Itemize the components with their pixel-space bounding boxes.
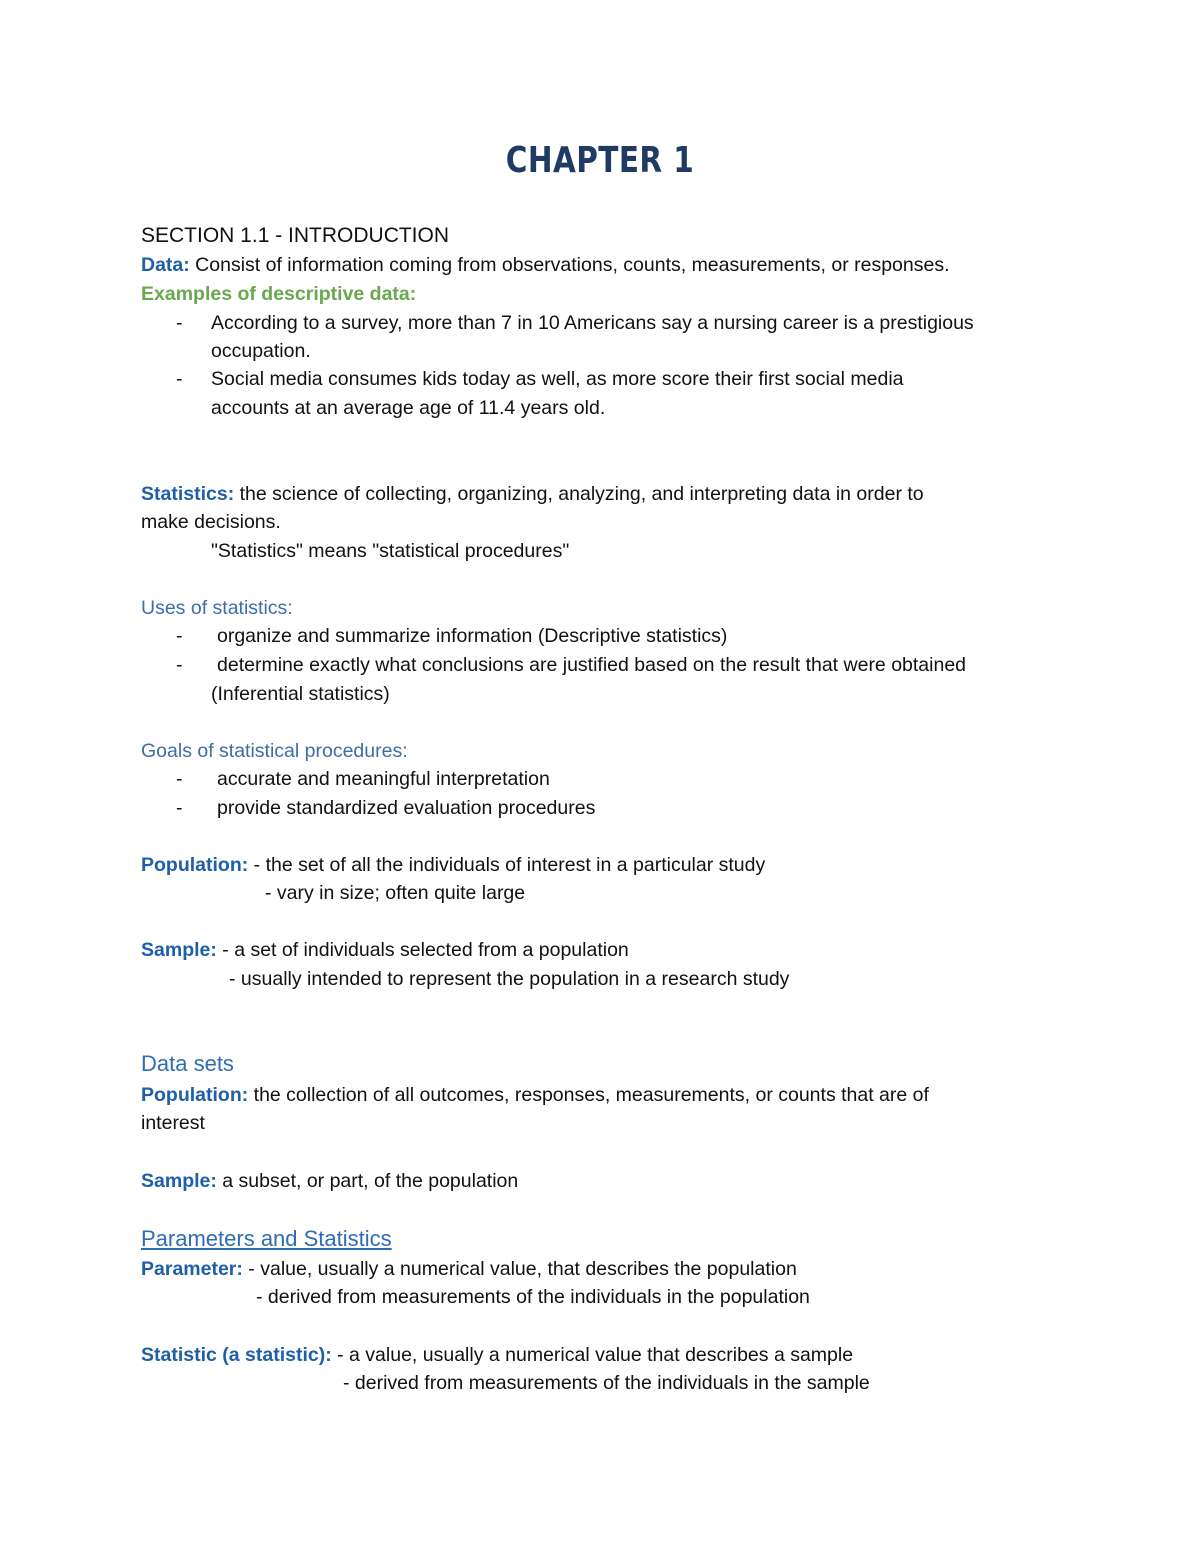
sample-definition	[141, 936, 629, 965]
sample-line1: - a set of individuals selected from a population	[216, 939, 629, 961]
data-term: Data:	[141, 254, 190, 276]
statistics-text-line2: make decisions.	[141, 511, 281, 533]
datasets-heading: Data sets	[141, 1051, 234, 1076]
population-set-line1: the collection of all outcomes, responses, measurements, or counts that are of	[248, 1084, 929, 1106]
bullet-dash: -	[176, 797, 183, 819]
example-item-1-line1: According to a survey, more than 7 in 10 Americans say a nursing career is a prestigious	[211, 312, 974, 334]
sample-set-term: Sample:	[141, 1170, 217, 1192]
use-item-2-line1: determine exactly what conclusions are justified based on the result that were obtained	[217, 654, 967, 676]
bullet-dash: -	[176, 768, 183, 790]
parameter-line1: - value, usually a numerical value, that describes the population	[242, 1258, 797, 1280]
chapter-title: CHAPTER 1	[505, 140, 695, 181]
statistics-note: "Statistics" means "statistical procedures"	[211, 540, 570, 562]
parameter-line2: - derived from measurements of the individuals in the population	[256, 1286, 810, 1308]
statistic-line2: - derived from measurements of the individuals in the sample	[343, 1372, 870, 1394]
statistic-line1: - a value, usually a numerical value that describes a sample	[331, 1344, 854, 1366]
sample-set-definition	[141, 1167, 518, 1196]
example-item-1-line2: occupation.	[211, 340, 311, 362]
goals-heading: Goals of statistical procedures:	[141, 740, 408, 762]
example-item-2-line2: accounts at an average age of 11.4 years old.	[211, 397, 606, 419]
data-text: Consist of information coming from observations, counts, measurements, or responses.	[189, 254, 950, 276]
goal-item-1: accurate and meaningful interpretation	[217, 768, 550, 790]
uses-heading: Uses of statistics:	[141, 597, 293, 619]
statistics-definition	[141, 480, 924, 509]
population-line2: - vary in size; often quite large	[265, 882, 526, 904]
bullet-dash: -	[176, 368, 183, 390]
examples-heading: Examples of descriptive data:	[141, 283, 417, 305]
statistic-definition	[141, 1341, 853, 1370]
parameters-heading: Parameters and Statistics	[141, 1226, 392, 1251]
sample-line2: - usually intended to represent the population in a research study	[229, 968, 790, 990]
parameter-definition	[141, 1255, 797, 1284]
population-set-term: Population:	[141, 1084, 249, 1106]
bullet-dash: -	[176, 654, 183, 676]
section-heading: SECTION 1.1 - INTRODUCTION	[141, 224, 450, 247]
statistics-text: the science of collecting, organizing, analyzing, and interpreting data in order to	[234, 483, 924, 505]
goal-item-2: provide standardized evaluation procedures	[217, 797, 596, 819]
statistic-term: Statistic (a statistic):	[141, 1344, 332, 1366]
use-item-1: organize and summarize information (Descriptive statistics)	[217, 625, 728, 647]
population-definition	[141, 851, 765, 880]
use-item-2-line2: (Inferential statistics)	[211, 683, 390, 705]
population-set-definition	[141, 1081, 929, 1110]
sample-set-line1: a subset, or part, of the population	[216, 1170, 519, 1192]
population-set-line2: interest	[141, 1112, 205, 1134]
population-term: Population:	[141, 854, 249, 876]
parameter-term: Parameter:	[141, 1258, 243, 1280]
bullet-dash: -	[176, 625, 183, 647]
sample-term: Sample:	[141, 939, 217, 961]
bullet-dash: -	[176, 312, 183, 334]
example-item-2-line1: Social media consumes kids today as well, as more score their first social media	[211, 368, 904, 390]
population-line1: - the set of all the individuals of interest in a particular study	[248, 854, 766, 876]
statistics-term: Statistics:	[141, 483, 235, 505]
data-definition	[141, 251, 950, 280]
